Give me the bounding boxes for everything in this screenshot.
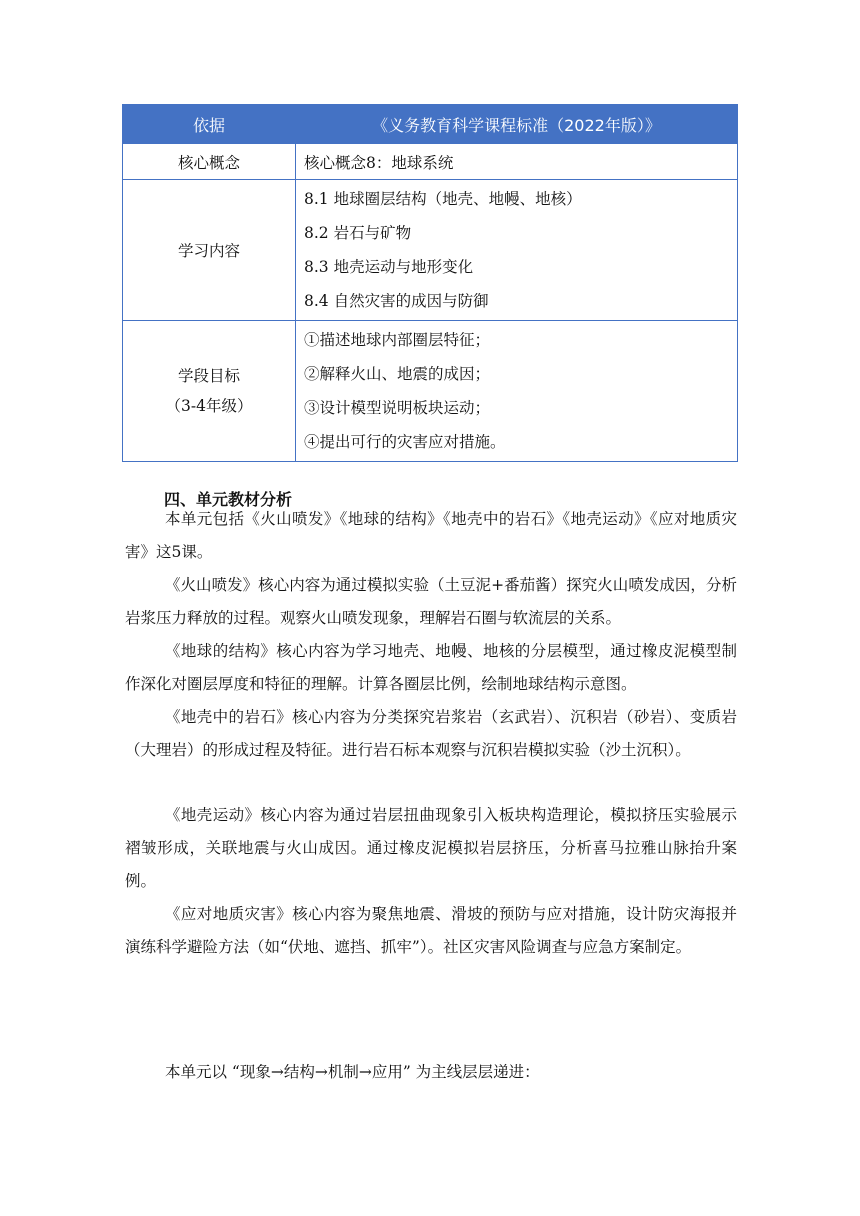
- stage-goal-item: ②解释火山、地震的成因；: [304, 365, 491, 383]
- paragraph-crust-movement: 《地壳运动》核心内容为通过岩层扭曲现象引入板块构造理论，模拟挤压实验展示褶皱形成，关联地震与火山成因。通过橡皮泥模拟岩层挤压，分析喜马拉雅山脉抬升案例。: [125, 806, 737, 890]
- learning-content-item: 8.3 地壳运动与地形变化: [304, 258, 474, 276]
- paragraph-earth-structure: 《地球的结构》核心内容为学习地壳、地幔、地核的分层模型，通过橡皮泥模型制作深化对圈层厚度和特征的理解。计算各圈层比例，绘制地球结构示意图。: [125, 642, 737, 693]
- core-concept-label: 核心概念: [123, 144, 296, 180]
- stage-goal-item: ①描述地球内部圈层特征；: [304, 331, 491, 349]
- learning-content-list: [296, 180, 738, 321]
- stage-goal-item: ③设计模型说明板块运动；: [304, 399, 491, 417]
- stage-goal-item: ④提出可行的灾害应对措施。: [304, 433, 506, 451]
- paragraph-volcano: 《火山喷发》核心内容为通过模拟实验（土豆泥+番茄酱）探究火山喷发成因，分析岩浆压力释放的过程。观察火山喷发现象，理解岩石圈与软流层的关系。: [125, 576, 737, 627]
- learning-content-item: 8.2 岩石与矿物: [304, 224, 412, 242]
- stage-goal-label-cell: [123, 321, 296, 462]
- table-header-standard: 《义务教育科学课程标准（2022年版）》: [296, 105, 738, 144]
- section-title: 四、单元教材分析: [164, 490, 293, 509]
- stage-goal-label: 学段目标: [177, 367, 240, 385]
- stage-goal-grade: （3-4年级）: [165, 397, 253, 415]
- curriculum-standard-table: [122, 104, 738, 462]
- learning-content-item: 8.1 地球圈层结构（地壳、地幔、地核）: [304, 190, 582, 208]
- stage-goal-list: [296, 321, 738, 462]
- paragraph-rocks: 《地壳中的岩石》核心内容为分类探究岩浆岩（玄武岩）、沉积岩（砂岩）、变质岩（大理岩）的形成过程及特征。进行岩石标本观察与沉积岩模拟实验（沙土沉积）。: [125, 708, 737, 759]
- learning-content-item: 8.4 自然灾害的成因与防御: [304, 292, 489, 310]
- learning-content-label: 学习内容: [123, 180, 296, 321]
- paragraph-disasters: 《应对地质灾害》核心内容为聚焦地震、滑坡的预防与应对措施，设计防灾海报并演练科学避险方法（如“伏地、遮挡、抓牢”）。社区灾害风险调查与应急方案制定。: [125, 905, 737, 956]
- core-concept-value: 核心概念8：地球系统: [296, 144, 738, 180]
- summary-line: 本单元以 “现象→结构→机制→应用” 为主线层层递进：: [165, 1063, 540, 1081]
- paragraph-intro: 本单元包括《火山喷发》《地球的结构》《地壳中的岩石》《地壳运动》《应对地质灾害》这5课。: [125, 510, 737, 561]
- table-header-basis: 依据: [123, 105, 296, 144]
